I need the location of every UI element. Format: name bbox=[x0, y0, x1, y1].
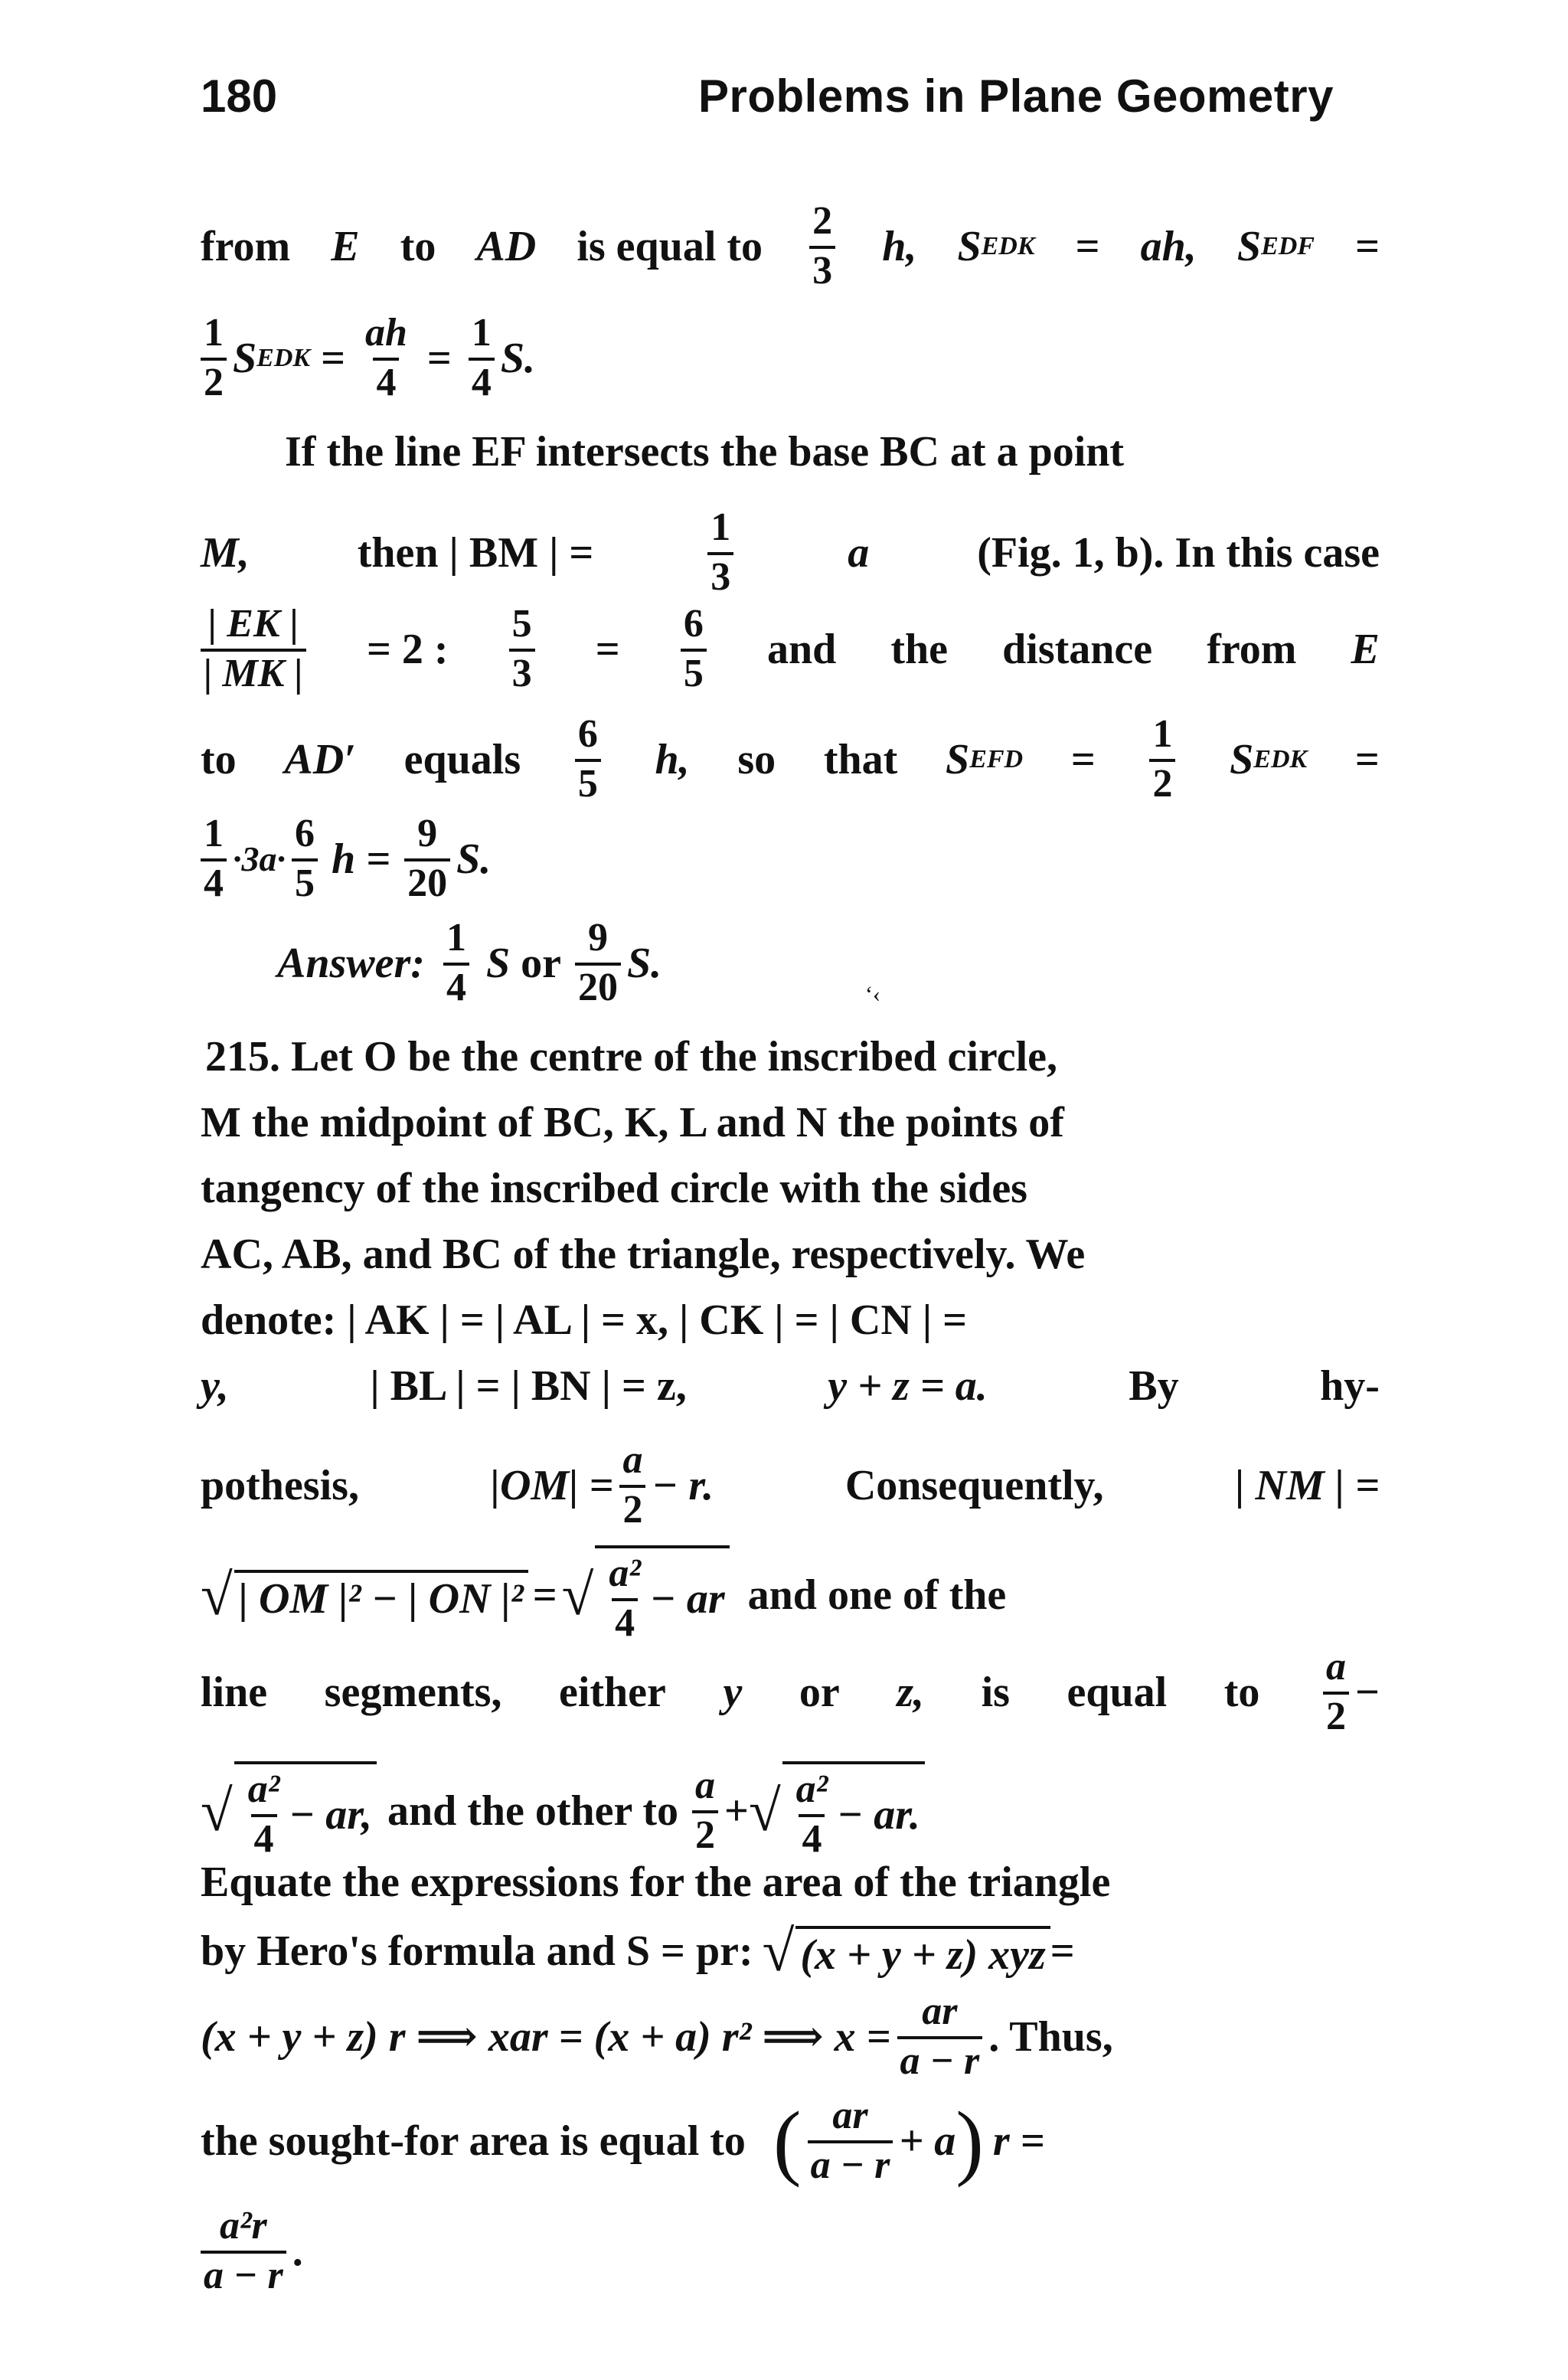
equals-sign: = bbox=[1070, 735, 1096, 783]
fraction bbox=[292, 813, 318, 904]
word: so bbox=[737, 735, 776, 783]
text-line-6 bbox=[201, 714, 1380, 805]
sentence: denote: | AK | = | AL | = x, | CK | = | CN | = bbox=[201, 1296, 967, 1344]
word: from bbox=[1207, 625, 1297, 673]
fraction bbox=[201, 2205, 286, 2297]
denominator: 4 bbox=[469, 358, 495, 404]
text-line-7 bbox=[201, 813, 1380, 904]
word: Consequently, bbox=[844, 1461, 1104, 1509]
equation bbox=[491, 1440, 714, 1531]
fraction bbox=[1149, 714, 1175, 805]
denominator: 4 bbox=[251, 1814, 277, 1861]
word: and bbox=[766, 625, 837, 673]
text-line-hero bbox=[201, 1919, 1380, 1983]
denominator: 20 bbox=[404, 858, 450, 905]
area-subscript: EDK bbox=[256, 343, 311, 372]
phrase: then | BM | = bbox=[357, 528, 594, 577]
area-letter: S bbox=[1230, 735, 1254, 783]
numerator: 6 bbox=[295, 812, 315, 855]
numerator: a bbox=[1325, 1645, 1346, 1689]
period: . bbox=[292, 2227, 303, 2275]
fraction bbox=[707, 507, 733, 598]
expression: r = bbox=[992, 2117, 1045, 2165]
variable: a bbox=[848, 528, 870, 577]
variable: h, bbox=[655, 735, 690, 783]
text-line-2 bbox=[201, 312, 1380, 404]
area-letter: S. bbox=[456, 835, 492, 883]
variable: z, bbox=[897, 1668, 925, 1716]
point-label: E bbox=[1351, 625, 1380, 673]
text-line-equate bbox=[201, 1861, 1380, 1904]
running-title: Problems in Plane Geometry bbox=[698, 70, 1334, 122]
area-symbol bbox=[957, 222, 1035, 270]
equals-sign: = bbox=[1050, 1927, 1075, 1975]
denominator: 4 bbox=[612, 1598, 638, 1645]
fraction bbox=[606, 1553, 644, 1644]
denominator: 5 bbox=[681, 649, 707, 695]
text-line-215-5 bbox=[201, 1296, 1380, 1344]
square-root bbox=[762, 1919, 1050, 1983]
denominator: 5 bbox=[292, 858, 318, 905]
numerator: a²r bbox=[219, 2204, 267, 2248]
area-letter: S bbox=[946, 735, 970, 783]
word: that bbox=[823, 735, 898, 783]
radicand: (x + y + z) xyz bbox=[795, 1926, 1050, 1976]
square-root bbox=[201, 1761, 377, 1860]
word: or bbox=[799, 1668, 840, 1716]
word: hy- bbox=[1320, 1362, 1380, 1410]
area-subscript: EDK bbox=[981, 231, 1035, 260]
numerator: 1 bbox=[204, 812, 224, 855]
denominator: 3 bbox=[509, 649, 535, 695]
phrase: by Hero's formula and S = pr: bbox=[201, 1927, 753, 1975]
denominator: 20 bbox=[575, 963, 621, 1009]
text-line-sought bbox=[201, 2095, 1380, 2186]
segment-label: AD′ bbox=[284, 735, 356, 783]
numerator: 1 bbox=[204, 311, 224, 355]
expression: ah, bbox=[1140, 222, 1197, 270]
sentence: tangency of the inscribed circle with the sides bbox=[201, 1165, 1027, 1212]
expression: | NM | = bbox=[1235, 1461, 1380, 1509]
text-line-215-1 bbox=[201, 1035, 1380, 1078]
fraction bbox=[897, 1991, 983, 2082]
sentence: 215. Let O be the centre of the inscribed circle, bbox=[205, 1033, 1057, 1080]
numerator: ar bbox=[922, 1989, 958, 2033]
minus-sign: − bbox=[1354, 1668, 1380, 1716]
fraction bbox=[245, 1769, 283, 1860]
word: to bbox=[1223, 1668, 1260, 1716]
area-symbol bbox=[1236, 222, 1315, 270]
point-label: E bbox=[331, 222, 360, 270]
expression: − ar bbox=[649, 1574, 725, 1623]
fraction bbox=[809, 201, 835, 292]
numerator: | EK | bbox=[207, 602, 299, 646]
denominator: 2 bbox=[619, 1485, 645, 1532]
text-line-chain bbox=[201, 1991, 1380, 2082]
numerator: a² bbox=[795, 1767, 828, 1811]
segment-label: AD bbox=[476, 222, 537, 270]
radical-sign-icon: √ bbox=[561, 1562, 594, 1627]
word: equals bbox=[403, 735, 521, 783]
denominator: 2 bbox=[692, 1810, 718, 1857]
text-line-215-4 bbox=[201, 1233, 1380, 1276]
word: or bbox=[521, 939, 561, 987]
square-root bbox=[562, 1545, 730, 1644]
word: segments, bbox=[324, 1668, 502, 1716]
fraction bbox=[404, 813, 450, 904]
denominator: 2 bbox=[201, 358, 227, 404]
area-subscript: EDK bbox=[1253, 744, 1308, 773]
denominator: 4 bbox=[201, 858, 227, 905]
fraction bbox=[575, 917, 621, 1009]
area-letter: S bbox=[233, 334, 257, 382]
denominator: 5 bbox=[575, 759, 601, 806]
text-line-4 bbox=[201, 507, 1380, 598]
variable: h, bbox=[882, 222, 917, 270]
ratio: = 2 : bbox=[366, 625, 449, 673]
numerator: 6 bbox=[577, 712, 598, 756]
word: By bbox=[1129, 1362, 1179, 1410]
numerator: 5 bbox=[511, 602, 532, 646]
answer-label: Answer: bbox=[277, 939, 425, 987]
denominator: 3 bbox=[809, 246, 835, 293]
numerator: a bbox=[695, 1764, 716, 1807]
fraction bbox=[509, 603, 535, 695]
word: to bbox=[201, 735, 237, 783]
sentence: AC, AB, and BC of the triangle, respectively. We bbox=[201, 1231, 1086, 1278]
denominator: 2 bbox=[1323, 1692, 1349, 1738]
numerator: 9 bbox=[587, 916, 608, 960]
word: equal bbox=[1067, 1668, 1168, 1716]
fraction bbox=[692, 1765, 718, 1856]
stray-print-mark: ‘‹ bbox=[865, 982, 880, 1007]
numerator: 2 bbox=[812, 199, 833, 243]
fraction bbox=[362, 312, 410, 404]
word: the bbox=[890, 625, 949, 673]
fraction bbox=[619, 1440, 645, 1531]
expression: (x + y + z) r ⟹ xar = (x + a) r² ⟹ x = bbox=[201, 2012, 891, 2061]
square-root bbox=[201, 1562, 528, 1627]
radicand bbox=[234, 1761, 377, 1860]
denominator: 4 bbox=[373, 358, 399, 404]
text-line-215-2 bbox=[201, 1101, 1380, 1144]
expression: y + z = a. bbox=[828, 1362, 988, 1410]
word: to bbox=[400, 222, 436, 270]
expression: + a bbox=[899, 2117, 956, 2165]
expression bbox=[1317, 1646, 1380, 1738]
phrase: and the other to bbox=[387, 1787, 679, 1835]
radicand: | OM |² − | ON |² bbox=[234, 1570, 528, 1620]
word: pothesis, bbox=[201, 1461, 359, 1509]
sentence: Equate the expressions for the area of the triangle bbox=[201, 1859, 1111, 1906]
phrase: and one of the bbox=[747, 1571, 1007, 1619]
text-line-1 bbox=[201, 201, 1380, 292]
answer-line bbox=[201, 917, 1380, 1009]
equals-sign: = bbox=[426, 334, 452, 382]
denominator: 2 bbox=[1149, 759, 1175, 806]
page-number: 180 bbox=[201, 70, 278, 122]
numerator: 9 bbox=[417, 812, 438, 855]
fraction bbox=[201, 312, 227, 404]
point-label: M, bbox=[201, 528, 250, 577]
product: ·3a· bbox=[233, 839, 286, 878]
expression: − ar. bbox=[837, 1790, 920, 1839]
numerator: 6 bbox=[683, 602, 704, 646]
fraction bbox=[793, 1769, 831, 1860]
fraction bbox=[681, 603, 707, 695]
fraction bbox=[1323, 1646, 1349, 1738]
equals-sign: = bbox=[1354, 735, 1380, 783]
area-symbol bbox=[233, 334, 311, 382]
sentence: M the midpoint of BC, K, L and N the points of bbox=[201, 1099, 1064, 1146]
fraction bbox=[808, 2095, 893, 2186]
area-subscript: EDF bbox=[1261, 231, 1315, 260]
radical-sign-icon: √ bbox=[201, 1778, 233, 1843]
area-letter: S. bbox=[500, 334, 535, 382]
phrase: (Fig. 1, b). In this case bbox=[977, 528, 1380, 577]
area-letter: S bbox=[485, 939, 511, 987]
text-line-final bbox=[201, 2205, 1380, 2297]
denominator: a − r bbox=[808, 2140, 893, 2187]
text-line-radical bbox=[201, 1545, 1380, 1644]
area-subscript: EFD bbox=[969, 744, 1024, 773]
numerator: 1 bbox=[446, 916, 466, 960]
radical-sign-icon: √ bbox=[201, 1562, 233, 1627]
word: either bbox=[558, 1668, 666, 1716]
equals-sign: = bbox=[321, 334, 345, 382]
radicand bbox=[595, 1545, 729, 1644]
numerator: ar bbox=[832, 2094, 868, 2137]
area-symbol bbox=[1230, 735, 1308, 783]
expression: − r. bbox=[652, 1461, 714, 1509]
word: is bbox=[981, 1668, 1010, 1716]
expression: h = bbox=[332, 835, 391, 883]
equals-sign: = bbox=[1075, 222, 1100, 270]
expression: |OM| = bbox=[490, 1461, 614, 1509]
denominator: 4 bbox=[443, 963, 469, 1009]
fraction bbox=[201, 813, 227, 904]
numerator: 1 bbox=[710, 505, 731, 549]
text-line-215-6 bbox=[201, 1362, 1380, 1410]
area-letter: S bbox=[1236, 222, 1262, 270]
text-line-5 bbox=[201, 603, 1380, 695]
expression: − ar, bbox=[289, 1790, 372, 1839]
area-letter: S. bbox=[626, 939, 662, 987]
word: line bbox=[201, 1668, 268, 1716]
text-line-215-3 bbox=[201, 1167, 1380, 1210]
fraction bbox=[575, 714, 601, 805]
denominator: | MK | bbox=[201, 649, 306, 695]
fraction bbox=[469, 312, 495, 404]
area-letter: S bbox=[957, 222, 982, 270]
numerator: a² bbox=[247, 1767, 280, 1811]
area-symbol bbox=[946, 735, 1024, 783]
square-root bbox=[749, 1761, 925, 1860]
phrase: the sought-for area is equal to bbox=[201, 2117, 746, 2165]
numerator: 1 bbox=[471, 311, 492, 355]
text-line-segments bbox=[201, 1646, 1380, 1738]
word: distance bbox=[1002, 625, 1153, 673]
equals-sign: = bbox=[1355, 222, 1380, 270]
radicand bbox=[782, 1761, 925, 1860]
denominator: a − r bbox=[201, 2251, 286, 2297]
sentence: If the line EF intersects the base BC at a point bbox=[285, 428, 1125, 476]
denominator: a − r bbox=[897, 2036, 983, 2083]
denominator: 3 bbox=[707, 552, 733, 599]
radical-sign-icon: √ bbox=[762, 1919, 795, 1983]
phrase: is equal to bbox=[577, 222, 763, 270]
numerator: a² bbox=[609, 1551, 641, 1595]
right-paren: ) bbox=[956, 2094, 984, 2188]
radical-sign-icon: √ bbox=[748, 1778, 781, 1843]
fraction bbox=[201, 603, 306, 695]
numerator: 1 bbox=[1152, 712, 1173, 756]
expression: | BL | = | BN | = z, bbox=[370, 1362, 687, 1410]
equals-sign: = bbox=[595, 625, 620, 673]
word: from bbox=[201, 222, 291, 270]
variable: y, bbox=[201, 1362, 229, 1410]
variable: y bbox=[723, 1668, 743, 1716]
plus-sign: + bbox=[724, 1787, 749, 1835]
text-line-3 bbox=[201, 428, 1380, 476]
fraction bbox=[443, 917, 469, 1009]
left-paren: ( bbox=[773, 2094, 802, 2188]
equals-sign: = bbox=[532, 1571, 557, 1619]
numerator: a bbox=[622, 1438, 643, 1482]
text-line-other bbox=[201, 1761, 1380, 1860]
numerator: ah bbox=[365, 311, 407, 355]
phrase: . Thus, bbox=[988, 2012, 1113, 2061]
text-line-hypothesis bbox=[201, 1440, 1380, 1531]
denominator: 4 bbox=[799, 1814, 825, 1861]
